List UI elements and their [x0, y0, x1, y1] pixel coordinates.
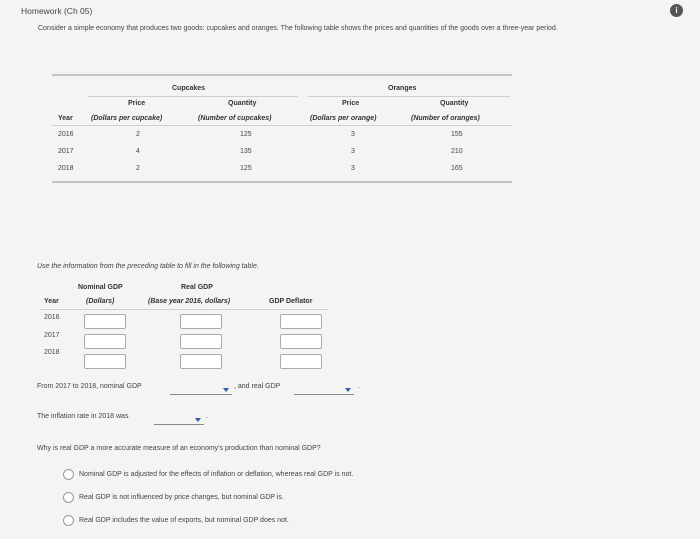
radio-button[interactable]: [63, 469, 74, 480]
oranges-underline: [308, 96, 510, 97]
col-quantity-orange-unit: (Number of oranges): [411, 115, 480, 122]
col-nominal-gdp: Nominal GDP: [78, 284, 123, 291]
inflation-prompt: The inflation rate in 2018 was: [37, 413, 129, 420]
real-gdp-question: Why is real GDP a more accurate measure of an economy's production than nominal GDP?: [37, 445, 321, 452]
chevron-down-icon: [345, 388, 351, 392]
nominal-gdp-change-dropdown[interactable]: [170, 384, 232, 395]
cupcake-price: 2: [136, 165, 140, 172]
table1-bottom-rule: [52, 181, 512, 183]
real-gdp-column: [180, 314, 222, 374]
cupcake-price: 4: [136, 148, 140, 155]
real-change-prompt: , and real GDP: [234, 383, 281, 390]
row-year: 2016: [58, 131, 74, 138]
nominal-change-prompt: From 2017 to 2018, nominal GDP: [37, 383, 142, 390]
col-real-unit: (Base year 2016, dollars): [148, 298, 231, 305]
col-year: Year: [44, 298, 59, 305]
nominal-gdp-2018-input[interactable]: [84, 354, 126, 369]
orange-price: 3: [351, 148, 355, 155]
cupcakes-underline: [88, 96, 298, 97]
col-price-orange: Price: [342, 100, 360, 107]
cupcake-quantity: 125: [240, 165, 252, 172]
group-oranges: Oranges: [388, 85, 417, 92]
gdp-deflator-2017-input[interactable]: [280, 334, 322, 349]
nominal-gdp-column: [84, 314, 126, 374]
nominal-gdp-2016-input[interactable]: [84, 314, 126, 329]
info-icon[interactable]: i: [670, 4, 683, 17]
row-year: 2018: [44, 349, 60, 356]
orange-quantity: 210: [451, 148, 463, 155]
real-gdp-change-dropdown[interactable]: [294, 384, 354, 395]
real-gdp-2018-input[interactable]: [180, 354, 222, 369]
orange-quantity: 155: [451, 131, 463, 138]
option-label[interactable]: Nominal GDP is adjusted for the effects of inflation or deflation, whereas real GDP is not.: [79, 471, 354, 478]
col-price-orange-unit: (Dollars per orange): [310, 115, 377, 122]
col-nominal-unit: (Dollars): [86, 298, 115, 305]
page-title: Homework (Ch 05): [21, 6, 93, 16]
radio-button[interactable]: [63, 492, 74, 503]
table2-instruction: Use the information from the preceding table to fill in the following table.: [37, 263, 259, 270]
cupcake-quantity: 135: [240, 148, 252, 155]
gdp-deflator-column: [280, 314, 322, 374]
col-year: Year: [58, 115, 73, 122]
row-year: 2018: [58, 165, 74, 172]
row-year: 2016: [44, 314, 60, 321]
table1-header-rule: [52, 125, 512, 126]
cupcake-price: 2: [136, 131, 140, 138]
col-gdp-deflator: GDP Deflator: [269, 298, 313, 305]
gdp-deflator-2018-input[interactable]: [280, 354, 322, 369]
gdp-deflator-2016-input[interactable]: [280, 314, 322, 329]
group-cupcakes: Cupcakes: [172, 85, 206, 92]
nominal-gdp-2017-input[interactable]: [84, 334, 126, 349]
col-quantity-orange: Quantity: [440, 100, 469, 107]
chevron-down-icon: [223, 388, 229, 392]
problem-intro: Consider a simple economy that produces two goods: cupcakes and oranges. The following table shows the prices and quantities of the goods over a three-year period.: [38, 25, 558, 32]
chevron-down-icon: [195, 418, 201, 422]
inflation-rate-dropdown[interactable]: [154, 414, 204, 425]
row-year: 2017: [58, 148, 74, 155]
sentence-period: .: [358, 383, 360, 390]
real-gdp-2016-input[interactable]: [180, 314, 222, 329]
real-gdp-2017-input[interactable]: [180, 334, 222, 349]
col-quantity-cupcake: Quantity: [228, 100, 257, 107]
table1-top-rule: [52, 74, 512, 76]
col-price-cupcake-unit: (Dollars per cupcake): [91, 115, 163, 122]
cupcake-quantity: 125: [240, 131, 252, 138]
sentence-period: .: [206, 413, 208, 420]
orange-price: 3: [351, 131, 355, 138]
col-price-cupcake: Price: [128, 100, 146, 107]
table2-header-rule: [40, 309, 328, 310]
orange-price: 3: [351, 165, 355, 172]
option-label[interactable]: Real GDP includes the value of exports, but nominal GDP does not.: [79, 517, 289, 524]
row-year: 2017: [44, 332, 60, 339]
option-label[interactable]: Real GDP is not influenced by price changes, but nominal GDP is.: [79, 494, 284, 501]
col-quantity-cupcake-unit: (Number of cupcakes): [198, 115, 272, 122]
orange-quantity: 165: [451, 165, 463, 172]
col-real-gdp: Real GDP: [181, 284, 213, 291]
radio-button[interactable]: [63, 515, 74, 526]
